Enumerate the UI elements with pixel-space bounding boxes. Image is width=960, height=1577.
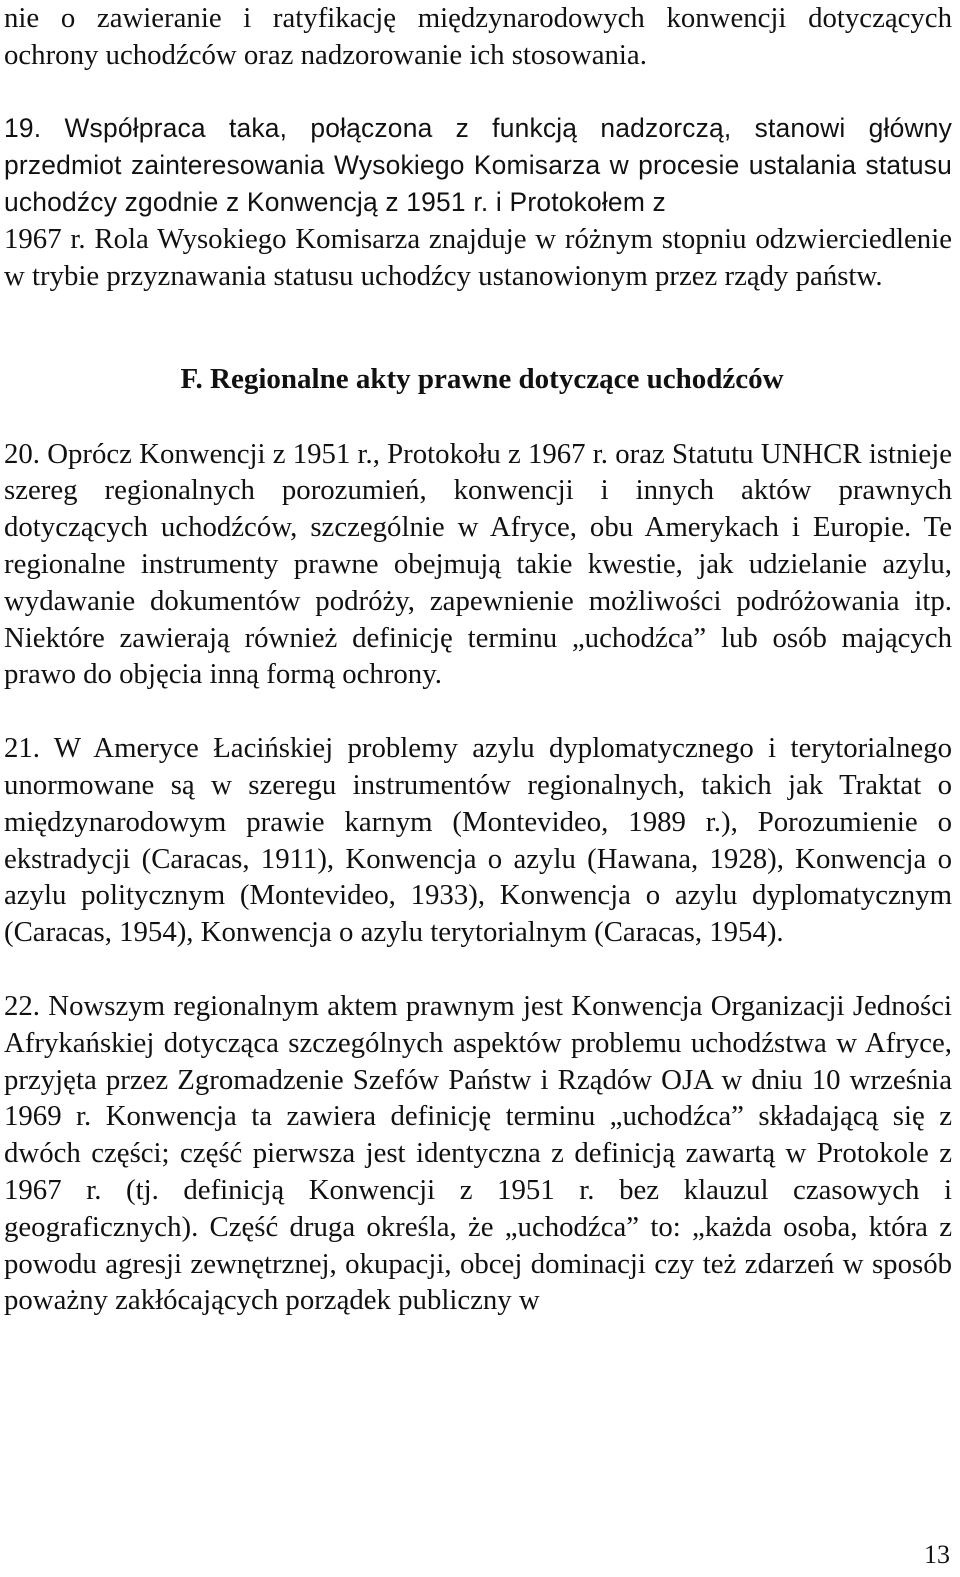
page-number: 13 (924, 1540, 950, 1569)
section-heading: F. Regionalne akty prawne dotyczące uchodźców (180, 362, 784, 395)
paragraph-19-part-2: 1967 r. Rola Wysokiego Komisarza znajduje w różnym stopniu odzwierciedlenie w trybie przyznawania statusu uchodźcy ustanowionym przez rządy państw. (4, 223, 952, 292)
paragraph-20: 20. Oprócz Konwencji z 1951 r., Protokołu z 1967 r. oraz Statutu UNHCR istnieje szereg regionalnych porozumień, konwencji i innych aktów prawnych dotyczących uchodźców, szczególnie w Afryce, obu Amerykach i Europie. Te regionalne instrumenty prawne obejmują takie kwestie, jak udzielanie azylu, wydawanie dokumentów podróży, zapewnienie możliwości podróżowania itp. Niektóre zawierają również definicję terminu „uchodźca” lub osób mających prawo do objęcia inną formą ochrony. (4, 437, 952, 691)
document-page (4, 0, 952, 1319)
paragraph-22: 22. Nowszym regionalnym aktem prawnym jest Konwencja Organizacji Jedności Afrykańskiej dotycząca szczególnych aspektów problemu uchodźstwa w Afryce, przyjęta przez Zgromadzenie Szefów Państw i Rządów OJA w dniu 10 września 1969 r. Konwencja ta zawiera definicję terminu „uchodźca” składającą się z dwóch części; część pierwsza jest identyczna z definicją zawartą w Protokole z 1967 r. (tj. definicją Konwencji z 1951 r. bez klauzul czasowych i geograficznych). Część druga określa, że „uchodźca” to: „każda osoba, która z powodu agresji zewnętrznej, okupacji, obcej dominacji czy też zdarzeń w sposób poważny zakłócających porządek publiczny w (4, 989, 952, 1317)
paragraph-19-part-1: 19. Współpraca taka, połączona z funkcją nadzorczą, stanowi główny przedmiot zainteresowania Wysokiego Komisarza w procesie ustalania statusu uchodźcy zgodnie z Konwencją z 1951 r. i Protokołem z (4, 113, 952, 217)
paragraph-21: 21. W Ameryce Łacińskiej problemy azylu dyplomatycznego i terytorialnego unormowane są w szeregu instrumentów regionalnych, takich jak Traktat o międzynarodowym prawie karnym (Montevideo, 1989 r.), Porozumienie o ekstradycji (Caracas, 1911), Konwencja o azylu (Hawana, 1928), Konwencja o azylu politycznym (Montevideo, 1933), Konwencja o azylu dyplomatycznym (Caracas, 1954), Konwencja o azylu terytorialnym (Caracas, 1954). (4, 732, 952, 949)
paragraph-intro: nie o zawieranie i ratyfikację międzynarodowych konwencji dotyczących ochrony uchodźców oraz nadzorowanie ich stosowania. (4, 2, 952, 71)
